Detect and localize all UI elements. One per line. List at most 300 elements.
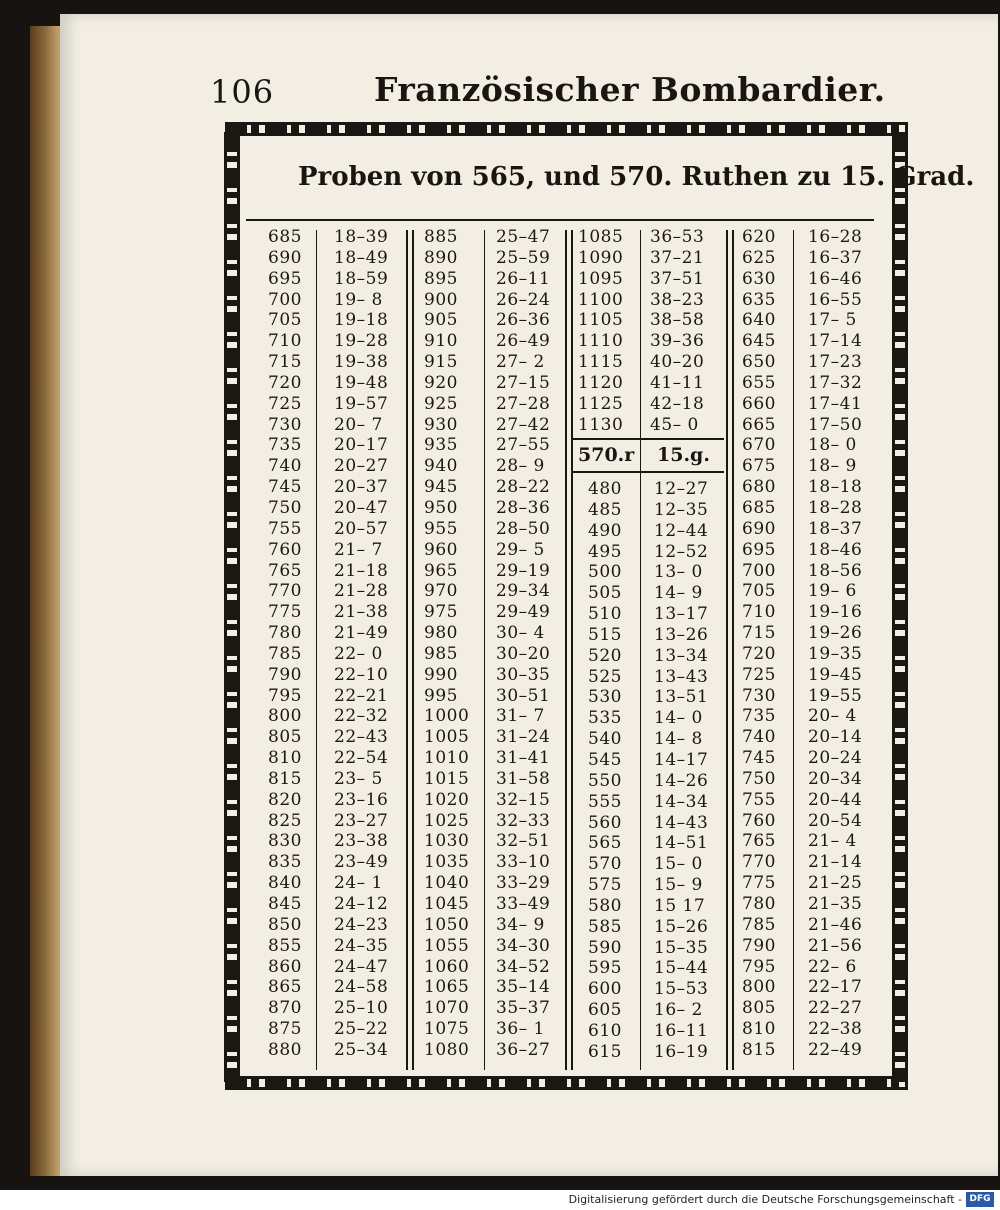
table-cell: 645 <box>742 331 776 352</box>
table-cell: 800 <box>268 706 302 727</box>
table-cell: 23–16 <box>334 789 389 810</box>
table-cell: 18– 0 <box>808 435 857 456</box>
table-cell: 950 <box>424 497 458 518</box>
dfg-logo: DFG <box>966 1192 994 1207</box>
column-rule-double <box>406 230 408 1070</box>
table-cell: 39–36 <box>650 331 705 352</box>
table-cell: 735 <box>742 706 776 727</box>
table-cell: 16–19 <box>654 1041 709 1062</box>
table-cell: 1125 <box>578 393 624 414</box>
table-cell: 1075 <box>424 1019 470 1040</box>
table-cell: 1120 <box>578 372 624 393</box>
table-cell: 870 <box>268 998 302 1019</box>
table-cell: 33–49 <box>496 894 551 914</box>
table-cell: 635 <box>742 289 776 310</box>
table-cell: 19–28 <box>334 331 389 352</box>
table-cell: 20–17 <box>334 435 389 456</box>
table-cell: 840 <box>268 873 302 894</box>
table-cell: 13–51 <box>654 687 709 708</box>
table-cell: 22–17 <box>808 977 863 998</box>
table-cell: 15 17 <box>654 895 706 916</box>
table-cell: 1085 <box>578 227 624 247</box>
table-cell: 915 <box>424 352 458 373</box>
table-cell: 890 <box>424 247 458 268</box>
table-cell: 14–51 <box>654 833 709 854</box>
table-cell: 555 <box>588 791 622 812</box>
table-cell: 680 <box>742 477 776 498</box>
table-cell: 880 <box>268 1039 302 1060</box>
table-cell: 28– 9 <box>496 456 545 477</box>
table-cell: 21–38 <box>334 602 389 623</box>
table-cell: 745 <box>742 748 776 769</box>
column-range-4 <box>742 227 776 1061</box>
table-cell: 23–38 <box>334 831 389 852</box>
table-cell: 685 <box>268 227 302 247</box>
table-cell: 18–59 <box>334 268 389 289</box>
column-angle-3-bottom <box>654 479 708 1063</box>
title-rule <box>246 219 874 221</box>
table-cell: 695 <box>742 539 776 560</box>
table-cell: 29–19 <box>496 560 551 581</box>
table-cell: 700 <box>742 560 776 581</box>
table-cell: 13–26 <box>654 624 709 645</box>
table-cell: 815 <box>268 768 302 789</box>
table-cell: 850 <box>268 914 302 935</box>
table-cell: 910 <box>424 331 458 352</box>
table-cell: 1020 <box>424 789 470 810</box>
table-cell: 31–58 <box>496 768 551 789</box>
table-cell: 24–47 <box>334 956 389 977</box>
table-cell: 780 <box>742 894 776 914</box>
table-cell: 725 <box>268 393 302 414</box>
ornamental-border-bottom <box>225 1076 908 1090</box>
table-cell: 35–14 <box>496 977 551 998</box>
table-cell: 33–29 <box>496 873 551 894</box>
table-cell: 615 <box>588 1041 622 1062</box>
column-range-2 <box>424 227 469 1061</box>
table-cell: 485 <box>588 499 622 520</box>
table-cell: 1005 <box>424 727 470 748</box>
table-cell: 830 <box>268 831 302 852</box>
table-cell: 750 <box>268 497 302 518</box>
sub-header-angle: 15.g. <box>657 444 710 466</box>
page-number: 106 <box>210 73 275 111</box>
table-cell: 24–58 <box>334 977 389 998</box>
table-cell: 580 <box>588 895 622 916</box>
table-cell: 22– 6 <box>808 956 857 977</box>
table-cell: 22–21 <box>334 685 389 706</box>
table-cell: 975 <box>424 602 458 623</box>
table-cell: 18–46 <box>808 539 863 560</box>
table-cell: 31–24 <box>496 727 551 748</box>
table-cell: 775 <box>268 602 302 623</box>
table-cell: 28–50 <box>496 518 551 539</box>
table-cell: 27–55 <box>496 435 551 456</box>
table-cell: 15– 9 <box>654 875 703 896</box>
table-cell: 20–14 <box>808 727 863 748</box>
sub-header-range: 570.r <box>578 444 635 466</box>
table-cell: 900 <box>424 289 458 310</box>
table-cell: 815 <box>742 1039 776 1060</box>
table-cell: 20–47 <box>334 497 389 518</box>
table-cell: 505 <box>588 583 622 604</box>
table-cell: 1050 <box>424 914 470 935</box>
table-cell: 780 <box>268 623 302 644</box>
table-cell: 860 <box>268 956 302 977</box>
table-cell: 625 <box>742 247 776 268</box>
column-range-1 <box>268 227 302 1061</box>
table-cell: 21–46 <box>808 914 863 935</box>
table-cell: 1080 <box>424 1039 470 1060</box>
table-cell: 885 <box>424 227 458 247</box>
table-cell: 30–35 <box>496 664 551 685</box>
table-cell: 21–49 <box>334 623 389 644</box>
table-cell: 13–17 <box>654 604 709 625</box>
table-cell: 695 <box>268 268 302 289</box>
table-cell: 765 <box>268 560 302 581</box>
table-cell: 37–51 <box>650 268 705 289</box>
table-cell: 25–22 <box>334 1019 389 1040</box>
table-cell: 760 <box>742 810 776 831</box>
table-cell: 16– 2 <box>654 1000 703 1021</box>
table-cell: 19–38 <box>334 352 389 373</box>
table-cell: 845 <box>268 894 302 914</box>
table-cell: 26–24 <box>496 289 551 310</box>
table-cell: 45– 0 <box>650 414 699 435</box>
table-cell: 690 <box>742 518 776 539</box>
table-cell: 1000 <box>424 706 470 727</box>
table-cell: 34–30 <box>496 935 551 956</box>
table-cell: 810 <box>268 748 302 769</box>
table-cell: 835 <box>268 852 302 873</box>
table-cell: 770 <box>742 852 776 873</box>
table-cell: 710 <box>742 602 776 623</box>
table-cell: 30– 4 <box>496 623 545 644</box>
table-cell: 755 <box>742 789 776 810</box>
table-cell: 21–28 <box>334 581 389 602</box>
table-cell: 21–35 <box>808 894 863 914</box>
table-cell: 585 <box>588 916 622 937</box>
table-cell: 37–21 <box>650 247 705 268</box>
table-cell: 570 <box>588 854 622 875</box>
table-cell: 25–10 <box>334 998 389 1019</box>
table-cell: 22–43 <box>334 727 389 748</box>
table-cell: 23– 5 <box>334 768 383 789</box>
table-cell: 925 <box>424 393 458 414</box>
table-cell: 930 <box>424 414 458 435</box>
table-cell: 29–34 <box>496 581 551 602</box>
table-cell: 610 <box>588 1020 622 1041</box>
table-cell: 1115 <box>578 352 624 373</box>
table-cell: 21–56 <box>808 935 863 956</box>
table-cell: 775 <box>742 873 776 894</box>
table-cell: 685 <box>742 497 776 518</box>
table-cell: 16–37 <box>808 247 863 268</box>
table-cell: 875 <box>268 1019 302 1040</box>
table-cell: 705 <box>742 581 776 602</box>
column-rule-double <box>565 230 567 1070</box>
table-cell: 13–43 <box>654 666 709 687</box>
table-cell: 510 <box>588 604 622 625</box>
table-cell: 630 <box>742 268 776 289</box>
column-rule-double <box>726 230 728 1070</box>
table-cell: 17–41 <box>808 393 863 414</box>
table-cell: 27–42 <box>496 414 551 435</box>
table-cell: 905 <box>424 310 458 331</box>
table-cell: 770 <box>268 581 302 602</box>
ornamental-border-top <box>225 122 908 136</box>
table-cell: 855 <box>268 935 302 956</box>
table-cell: 20–37 <box>334 477 389 498</box>
table-cell: 40–20 <box>650 352 705 373</box>
table-cell: 640 <box>742 310 776 331</box>
table-cell: 14–43 <box>654 812 709 833</box>
table-cell: 730 <box>268 414 302 435</box>
table-cell: 19–16 <box>808 602 863 623</box>
table-cell: 20–24 <box>808 748 863 769</box>
table-cell: 23–27 <box>334 810 389 831</box>
table-cell: 19– 6 <box>808 581 857 602</box>
table-cell: 25–47 <box>496 227 551 247</box>
table-cell: 655 <box>742 372 776 393</box>
table-cell: 32–15 <box>496 789 551 810</box>
table-cell: 560 <box>588 812 622 833</box>
table-cell: 1095 <box>578 268 624 289</box>
table-cell: 1130 <box>578 414 624 435</box>
table-cell: 715 <box>742 623 776 644</box>
column-range-3-top <box>578 227 623 435</box>
table-cell: 34–52 <box>496 956 551 977</box>
column-angle-3-top <box>650 227 704 435</box>
table-cell: 21–18 <box>334 560 389 581</box>
table-cell: 1030 <box>424 831 470 852</box>
table-cell: 955 <box>424 518 458 539</box>
table-cell: 14–17 <box>654 749 709 770</box>
table-cell: 18–28 <box>808 497 863 518</box>
table-cell: 745 <box>268 477 302 498</box>
table-cell: 18–56 <box>808 560 863 581</box>
table-cell: 535 <box>588 708 622 729</box>
table-cell: 19–55 <box>808 685 863 706</box>
table-cell: 16–55 <box>808 289 863 310</box>
table-cell: 30–20 <box>496 643 551 664</box>
table-cell: 735 <box>268 435 302 456</box>
table-cell: 935 <box>424 435 458 456</box>
table-cell: 42–18 <box>650 393 705 414</box>
table-cell: 33–10 <box>496 852 551 873</box>
table-cell: 1015 <box>424 768 470 789</box>
table-cell: 24–35 <box>334 935 389 956</box>
column-rule <box>484 230 485 1070</box>
table-cell: 19–48 <box>334 372 389 393</box>
table-cell: 19–18 <box>334 310 389 331</box>
table-cell: 895 <box>424 268 458 289</box>
table-cell: 520 <box>588 645 622 666</box>
table-cell: 540 <box>588 729 622 750</box>
column-rule-double <box>732 230 734 1070</box>
table-cell: 1025 <box>424 810 470 831</box>
table-cell: 15–35 <box>654 937 709 958</box>
footer-credit: Digitalisierung gefördert durch die Deutsche Forschungsgemeinschaft - <box>568 1193 962 1206</box>
table-cell: 750 <box>742 768 776 789</box>
table-cell: 620 <box>742 227 776 247</box>
table-cell: 25–34 <box>334 1039 389 1060</box>
table-cell: 15–26 <box>654 916 709 937</box>
ornamental-border-right <box>892 132 908 1082</box>
table-cell: 1035 <box>424 852 470 873</box>
table-cell: 575 <box>588 875 622 896</box>
table-cell: 36–27 <box>496 1039 551 1060</box>
table-cell: 36– 1 <box>496 1019 545 1040</box>
table-cell: 800 <box>742 977 776 998</box>
table-cell: 15– 0 <box>654 854 703 875</box>
table-cell: 18–39 <box>334 227 389 247</box>
table-cell: 805 <box>268 727 302 748</box>
table-cell: 20–54 <box>808 810 863 831</box>
table-cell: 690 <box>268 247 302 268</box>
table-cell: 1055 <box>424 935 470 956</box>
table-cell: 12–52 <box>654 541 709 562</box>
table-cell: 15–44 <box>654 958 709 979</box>
table-cell: 595 <box>588 958 622 979</box>
table-cell: 1065 <box>424 977 470 998</box>
table-cell: 20–34 <box>808 768 863 789</box>
table-cell: 22–38 <box>808 1019 863 1040</box>
table-cell: 805 <box>742 998 776 1019</box>
table-cell: 795 <box>268 685 302 706</box>
table-cell: 590 <box>588 937 622 958</box>
table-cell: 20–57 <box>334 518 389 539</box>
table-cell: 19–35 <box>808 643 863 664</box>
table-cell: 1100 <box>578 289 624 310</box>
table-cell: 785 <box>742 914 776 935</box>
table-cell: 725 <box>742 664 776 685</box>
table-cell: 22–49 <box>808 1039 863 1060</box>
table-cell: 1090 <box>578 247 624 268</box>
column-rule <box>640 230 641 1070</box>
table-cell: 12–35 <box>654 499 709 520</box>
table-cell: 740 <box>268 456 302 477</box>
table-cell: 720 <box>268 372 302 393</box>
table-cell: 24– 1 <box>334 873 383 894</box>
table-cell: 28–36 <box>496 497 551 518</box>
digitization-footer <box>0 1190 1000 1210</box>
column-rule-double <box>412 230 414 1070</box>
table-cell: 1060 <box>424 956 470 977</box>
column-range-3-bottom <box>588 479 622 1063</box>
table-cell: 29– 5 <box>496 539 545 560</box>
table-cell: 26–11 <box>496 268 551 289</box>
table-cell: 17– 5 <box>808 310 857 331</box>
table-cell: 990 <box>424 664 458 685</box>
table-cell: 945 <box>424 477 458 498</box>
table-cell: 22–32 <box>334 706 389 727</box>
table-cell: 790 <box>268 664 302 685</box>
table-cell: 545 <box>588 749 622 770</box>
table-title: Proben von 565, und 570. Ruthen zu 15. Grad. <box>298 162 975 192</box>
table-cell: 14– 8 <box>654 729 703 750</box>
column-rule <box>316 230 317 1070</box>
table-cell: 22– 0 <box>334 643 383 664</box>
running-head: Französischer Bombardier. <box>374 70 886 109</box>
table-cell: 670 <box>742 435 776 456</box>
table-cell: 865 <box>268 977 302 998</box>
table-cell: 20–44 <box>808 789 863 810</box>
column-angle-4 <box>808 227 862 1061</box>
table-cell: 720 <box>742 643 776 664</box>
table-cell: 755 <box>268 518 302 539</box>
table-cell: 965 <box>424 560 458 581</box>
table-cell: 605 <box>588 1000 622 1021</box>
table-cell: 18– 9 <box>808 456 857 477</box>
column-angle-1 <box>334 227 388 1061</box>
table-cell: 32–51 <box>496 831 551 852</box>
table-cell: 500 <box>588 562 622 583</box>
table-cell: 41–11 <box>650 372 705 393</box>
table-cell: 665 <box>742 414 776 435</box>
table-cell: 38–58 <box>650 310 705 331</box>
table-cell: 710 <box>268 331 302 352</box>
table-cell: 985 <box>424 643 458 664</box>
table-cell: 565 <box>588 833 622 854</box>
table-cell: 740 <box>742 727 776 748</box>
table-cell: 35–37 <box>496 998 551 1019</box>
table-cell: 16–11 <box>654 1020 709 1041</box>
table-cell: 22–54 <box>334 748 389 769</box>
table-cell: 22–10 <box>334 664 389 685</box>
table-cell: 16–46 <box>808 268 863 289</box>
table-cell: 19–45 <box>808 664 863 685</box>
table-cell: 15–53 <box>654 979 709 1000</box>
table-cell: 1110 <box>578 331 624 352</box>
table-cell: 13–34 <box>654 645 709 666</box>
table-cell: 650 <box>742 352 776 373</box>
table-cell: 700 <box>268 289 302 310</box>
table-cell: 12–44 <box>654 520 709 541</box>
table-cell: 13– 0 <box>654 562 703 583</box>
table-cell: 28–22 <box>496 477 551 498</box>
table-cell: 20– 7 <box>334 414 383 435</box>
table-cell: 730 <box>742 685 776 706</box>
table-cell: 17–50 <box>808 414 863 435</box>
table-cell: 1105 <box>578 310 624 331</box>
column-rule-double <box>571 230 573 1070</box>
table-cell: 19–26 <box>808 623 863 644</box>
table-cell: 490 <box>588 520 622 541</box>
table-cell: 940 <box>424 456 458 477</box>
table-cell: 27–15 <box>496 372 551 393</box>
table-cell: 19– 8 <box>334 289 383 310</box>
table-cell: 26–49 <box>496 331 551 352</box>
table-cell: 21– 4 <box>808 831 857 852</box>
table-cell: 970 <box>424 581 458 602</box>
table-cell: 525 <box>588 666 622 687</box>
table-cell: 765 <box>742 831 776 852</box>
table-cell: 17–14 <box>808 331 863 352</box>
table-cell: 1010 <box>424 748 470 769</box>
table-cell: 550 <box>588 770 622 791</box>
table-cell: 36–53 <box>650 227 705 247</box>
table-cell: 20– 4 <box>808 706 857 727</box>
table-cell: 795 <box>742 956 776 977</box>
sub-table-rule <box>572 438 724 440</box>
table-cell: 18–49 <box>334 247 389 268</box>
table-cell: 16–28 <box>808 227 863 247</box>
table-cell: 920 <box>424 372 458 393</box>
table-cell: 980 <box>424 623 458 644</box>
table-cell: 38–23 <box>650 289 705 310</box>
table-cell: 790 <box>742 935 776 956</box>
